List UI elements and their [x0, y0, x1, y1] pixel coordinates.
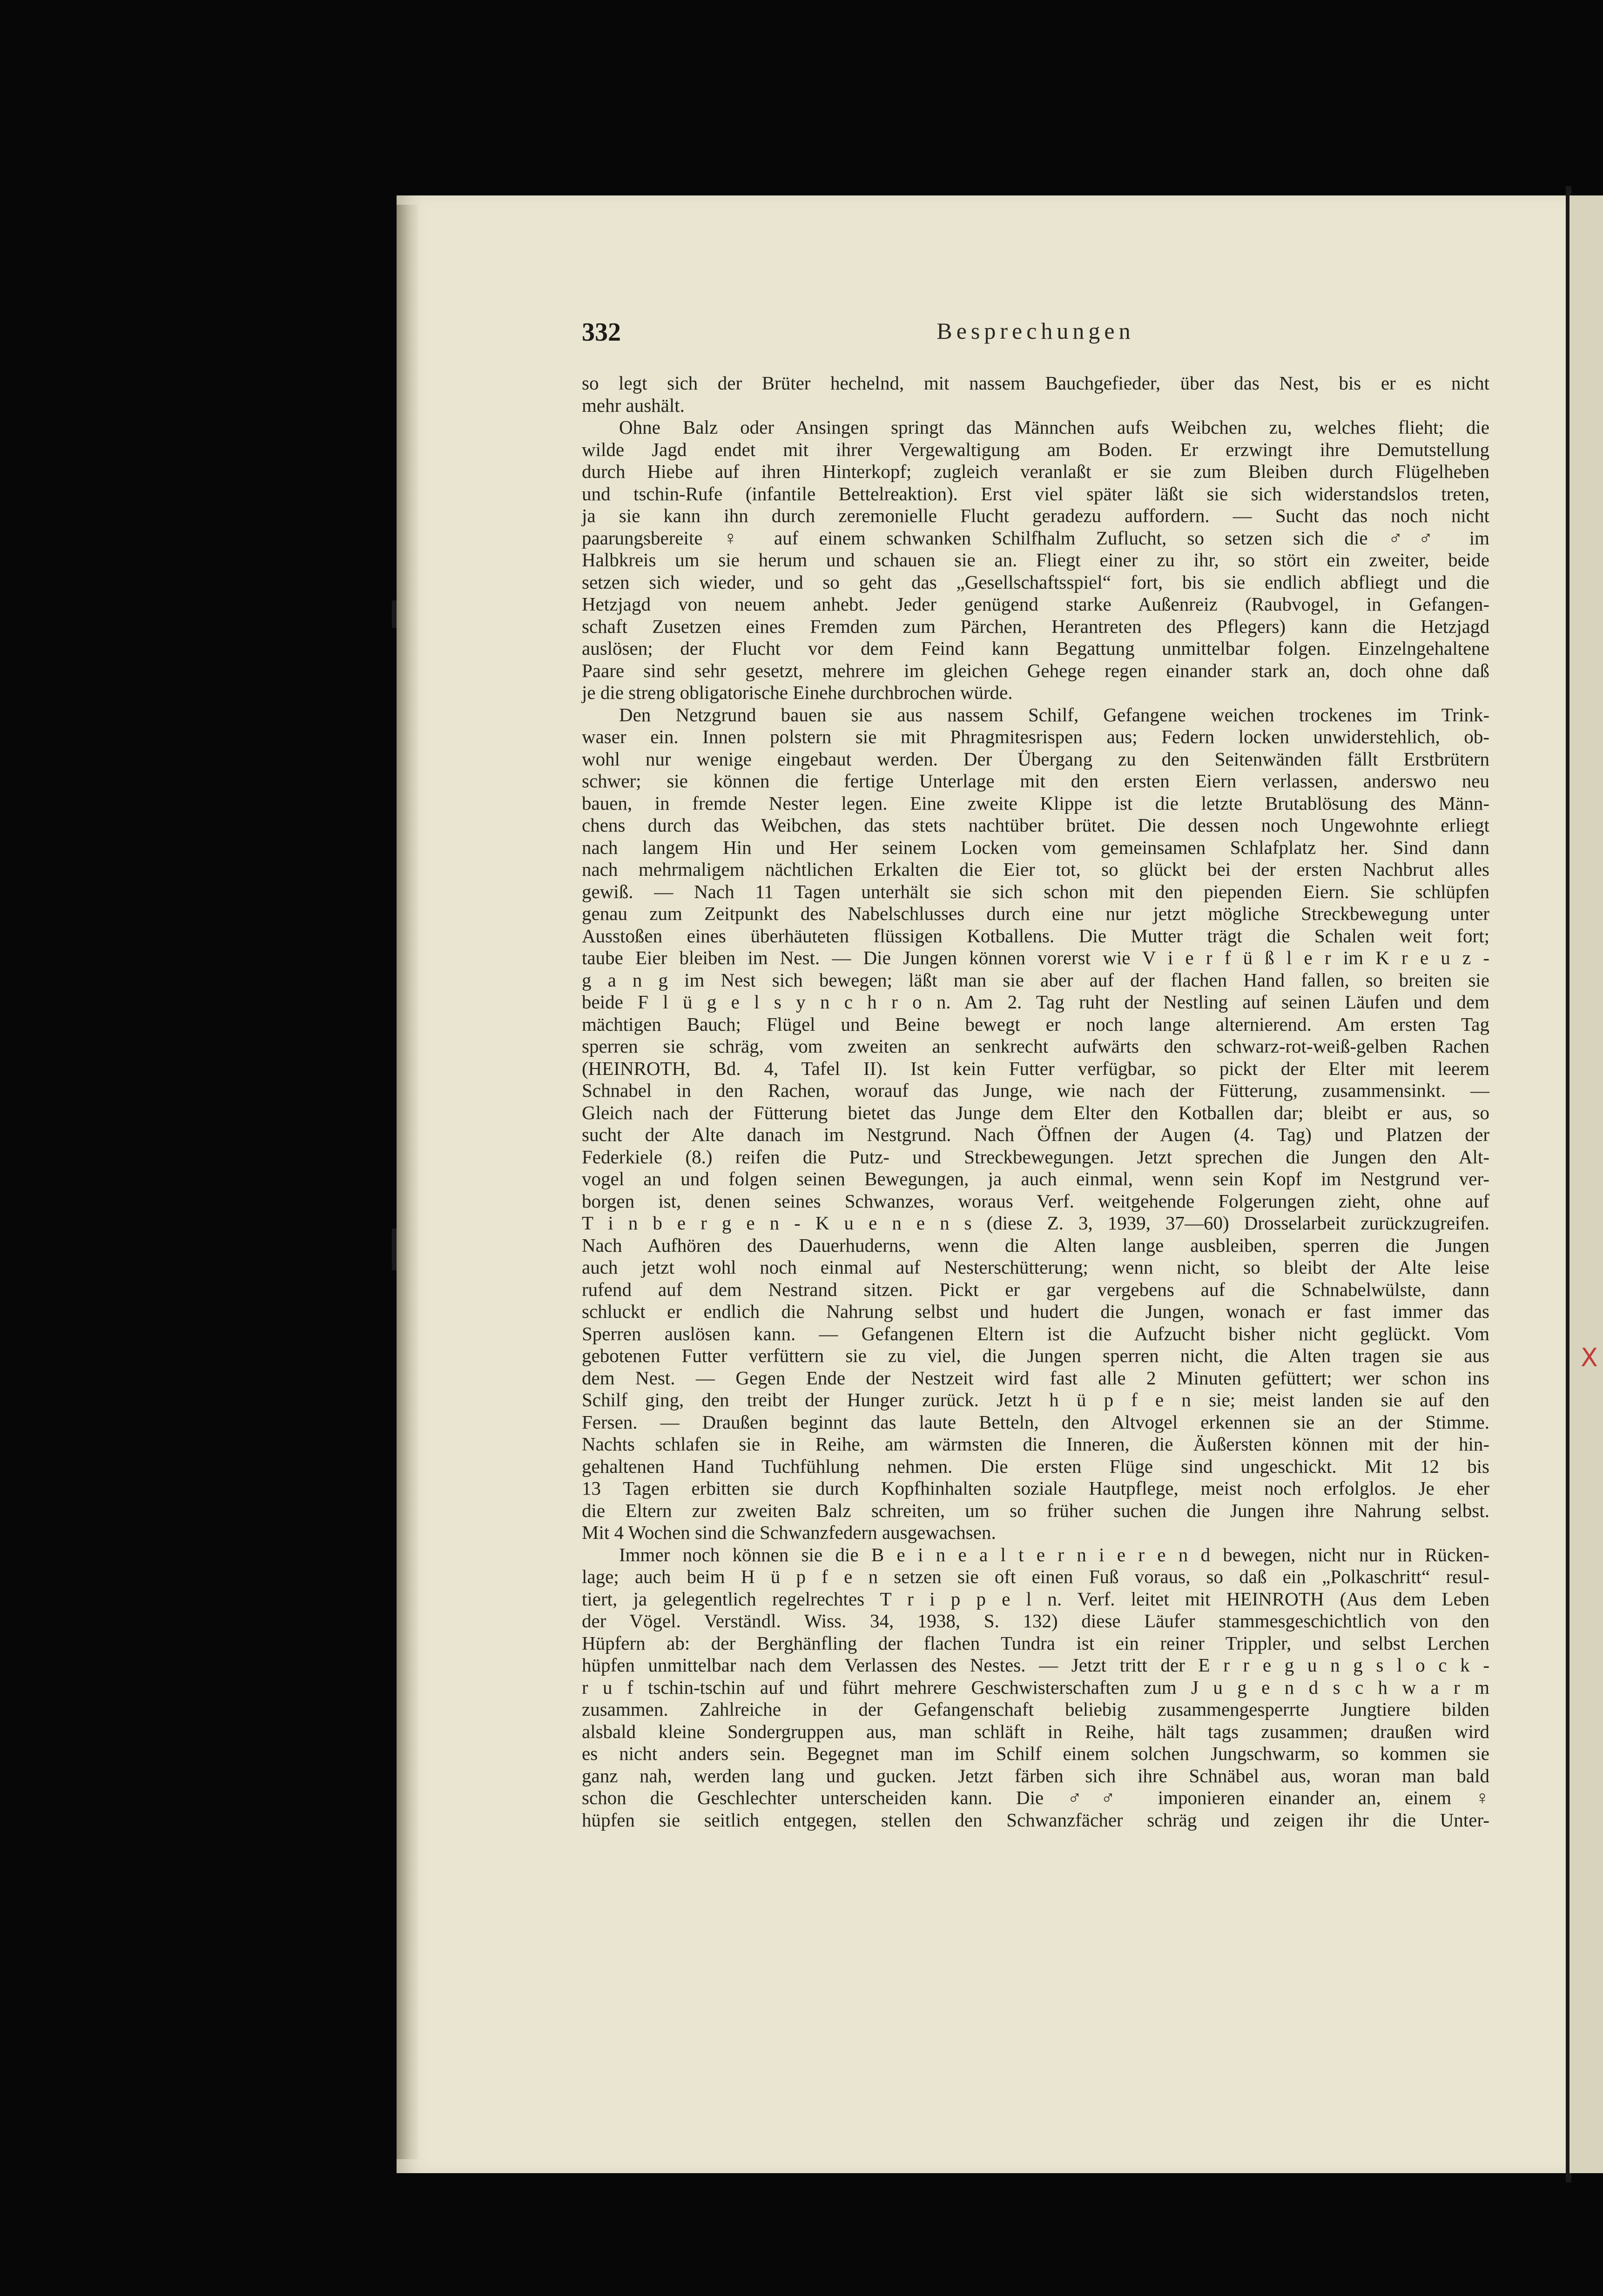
- text-line: setzen sich wieder, und so geht das „Gesellschaftsspiel“ fort, bis sie endlich abfliegt und die: [582, 571, 1489, 593]
- text-line: (HEINROTH, Bd. 4, Tafel II). Ist kein Futter verfügbar, so pickt der Elter mit leerem: [582, 1057, 1489, 1079]
- body-text: [582, 372, 1489, 1831]
- text-line: T i n b e r g e n - K u e n e n s (diese Z. 3, 1939, 37—60) Drosselarbeit zurückzugreifen.: [582, 1212, 1489, 1234]
- text-line: Gleich nach der Fütterung bietet das Junge dem Elter den Kotballen dar; bleibt er aus, so: [582, 1101, 1489, 1123]
- text-line: so legt sich der Brüter hechelnd, mit nassem Bauchgefieder, über das Nest, bis er es nicht: [582, 372, 1489, 394]
- text-line: wohl nur wenige eingebaut werden. Der Übergang zu den Seitenwänden fällt Erstbrütern: [582, 748, 1489, 770]
- text-line: Schnabel in den Rachen, worauf das Junge, wie nach der Fütterung, zusammensinkt. —: [582, 1080, 1489, 1101]
- text-line: chens durch das Weibchen, das stets nachtüber brütet. Die dessen noch Ungewohnte erliegt: [582, 814, 1489, 836]
- text-line: Immer noch können sie die B e i n e a l t e r n i e r e n d bewegen, nicht nur in Rücken-: [619, 1544, 1489, 1565]
- text-line: Nach Aufhören des Dauerhuderns, wenn die Alten lange ausbleiben, sperren die Jungen: [582, 1234, 1489, 1256]
- text-line: gehaltenen Hand Tuchfühlung nehmen. Die ersten Flüge sind ungeschickt. Mit 12 bis: [582, 1455, 1489, 1477]
- text-line: Den Netzgrund bauen sie aus nassem Schilf, Gefangene weichen trockenes im Trink-: [619, 704, 1489, 725]
- text-line: dem Nest. — Gegen Ende der Nestzeit wird fast alle 2 Minuten gefüttert; wer schon ins: [582, 1367, 1489, 1389]
- text-line: waser ein. Innen polstern sie mit Phragmitesrispen aus; Federn locken unwiderstehlich, ob-: [582, 726, 1489, 747]
- text-line: und tschin-Rufe (infantile Bettelreaktion). Erst viel später läßt sie sich widerstandslos treten,: [582, 483, 1489, 504]
- text-line: Nachts schlafen sie in Reihe, am wärmsten die Inneren, die Äußersten können mit der hin-: [582, 1433, 1489, 1455]
- text-line: bauen, in fremde Nester legen. Eine zweite Klippe ist die letzte Brutablösung des Männ-: [582, 792, 1489, 814]
- text-line: Ohne Balz oder Ansingen springt das Männchen aufs Weibchen zu, welches flieht; die: [619, 416, 1489, 438]
- text-line: Halbkreis um sie herum und schauen sie an. Fliegt einer zu ihr, so stört ein zweiter, beide: [582, 549, 1489, 571]
- text-line: gebotenen Futter verfüttern sie zu viel, die Jungen sperren nicht, die Alten tragen sie aus: [582, 1345, 1489, 1366]
- text-line: lage; auch beim H ü p f e n setzen sie oft einen Fuß voraus, so daß ein „Polkaschritt“ resul-: [582, 1566, 1489, 1587]
- text-line: borgen ist, denen seines Schwanzes, woraus Verf. weitgehende Folgerungen zieht, ohne auf: [582, 1190, 1489, 1212]
- text-line: zusammen. Zahlreiche in der Gefangenschaft beliebig zusammengesperrte Jungtiere bilden: [582, 1699, 1489, 1720]
- text-line: ja sie kann ihn durch zeremonielle Flucht geradezu auffordern. — Sucht das noch nicht: [582, 505, 1489, 526]
- text-line: je die streng obligatorische Einehe durchbrochen würde.: [582, 682, 1013, 703]
- text-line: paarungsbereite ♀ auf einem schwanken Schilfhalm Zuflucht, so setzen sich die ♂♂ im: [582, 527, 1489, 549]
- text-line: alsbald kleine Sondergruppen aus, man schläft in Reihe, hält tags zusammen; draußen wird: [582, 1720, 1489, 1742]
- text-line: vogel an und folgen seinen Bewegungen, ja auch einmal, wenn sein Kopf im Nestgrund ver-: [582, 1168, 1489, 1189]
- text-line: r u f tschin-tschin auf und führt mehrere Geschwisterschaften zum J u g e n d s c h w a r m: [582, 1676, 1489, 1698]
- text-line: schon die Geschlechter unterscheiden kann. Die ♂♂ imponieren einander an, einem ♀: [582, 1787, 1489, 1808]
- running-head: [582, 317, 1489, 355]
- text-line: Paare sind sehr gesetzt, mehrere im gleichen Gehege regen einander stark an, doch ohne daß: [582, 659, 1489, 681]
- text-line: auslösen; der Flucht vor dem Feind kann Begattung unmittelbar folgen. Einzelngehaltene: [582, 638, 1489, 659]
- binding-mark: [392, 600, 397, 628]
- text-line: nach langem Hin und Her seinem Locken vom gemeinsamen Schlafplatz her. Sind dann: [582, 836, 1489, 858]
- text-line: nach mehrmaligem nächtlichen Erkalten die Eier tot, so glückt bei der ersten Nachbrut alles: [582, 859, 1489, 880]
- text-line: schwer; sie können die fertige Unterlage mit den ersten Eiern verlassen, anderswo neu: [582, 770, 1489, 792]
- facing-page-edge: [1569, 195, 1603, 2173]
- text-line: durch Hiebe auf ihren Hinterkopf; zugleich veranlaßt er sie zum Bleiben durch Flügelheben: [582, 461, 1489, 482]
- text-line: Schilf ging, den treibt der Hunger zurück. Jetzt h ü p f e n sie; meist landen sie auf den: [582, 1389, 1489, 1410]
- text-line: gewiß. — Nach 11 Tagen unterhält sie sich schon mit den piependen Eiern. Sie schlüpfen: [582, 880, 1489, 902]
- text-line: Sperren auslösen kann. — Gefangenen Eltern ist die Aufzucht bisher nicht geglückt. Vom: [582, 1323, 1489, 1344]
- binding-mark: [392, 1229, 397, 1270]
- text-line: schaft Zusetzen eines Fremden zum Pärchen, Herantreten des Pflegers) kann die Hetzjagd: [582, 615, 1489, 637]
- text-line: rufend auf dem Nestrand sitzen. Pickt er gar vergebens auf die Schnabelwülste, dann: [582, 1278, 1489, 1300]
- margin-annotation: X: [1581, 1343, 1598, 1372]
- text-line: ganz nah, werden lang und gucken. Jetzt färben sich ihre Schnäbel aus, woran man bald: [582, 1765, 1489, 1786]
- text-line: wilde Jagd endet mit ihrer Vergewaltigung am Boden. Er erzwingt ihre Demutstellung: [582, 438, 1489, 460]
- text-line: sucht der Alte danach im Nestgrund. Nach Öffnen der Augen (4. Tag) und Platzen der: [582, 1124, 1489, 1145]
- text-line: mächtigen Bauch; Flügel und Beine bewegt er noch lange alternierend. Am ersten Tag: [582, 1013, 1489, 1035]
- text-line: genau zum Zeitpunkt des Nabelschlusses durch eine nur jetzt mögliche Streckbewegung unter: [582, 903, 1489, 924]
- text-line: auch jetzt wohl noch einmal auf Nesterschütterung; wenn nicht, so bleibt der Alte leise: [582, 1256, 1489, 1278]
- text-line: Mit 4 Wochen sind die Schwanzfedern ausgewachsen.: [582, 1522, 996, 1543]
- section-title: Besprechungen: [936, 318, 1135, 344]
- text-line: schluckt er endlich die Nahrung selbst und hudert die Jungen, wonach er fast immer das: [582, 1301, 1489, 1322]
- text-line: Fersen. — Draußen beginnt das laute Betteln, den Altvogel erkennen sie an der Stimme.: [582, 1411, 1489, 1433]
- text-line: der Vögel. Verständl. Wiss. 34, 1938, S. 132) diese Läufer stammesgeschichtlich von den: [582, 1610, 1489, 1631]
- text-line: Federkiele (8.) reifen die Putz- und Streckbewegungen. Jetzt sprechen die Jungen den Alt-: [582, 1146, 1489, 1168]
- text-line: taube Eier bleiben im Nest. — Die Jungen können vorerst wie V i e r f ü ß l e r im K r e u z -: [582, 947, 1489, 968]
- text-line: hüpfen sie seitlich entgegen, stellen den Schwanzfächer schräg und zeigen ihr die Unter-: [582, 1809, 1489, 1831]
- text-line: hüpfen unmittelbar nach dem Verlassen des Nestes. — Jetzt tritt der E r r e g u n g s l o c k -: [582, 1654, 1489, 1676]
- text-line: die Eltern zur zweiten Balz schreiten, um so früher suchen die Jungen ihre Nahrung selbst.: [582, 1499, 1489, 1521]
- text-line: 13 Tagen erbitten sie durch Kopfhinhalten soziale Hautpflege, meist noch erfolglos. Je eher: [582, 1477, 1489, 1499]
- text-line: mehr aushält.: [582, 394, 685, 416]
- text-line: Hetzjagd von neuem anhebt. Jeder genügend starke Außenreiz (Raubvogel, in Gefangen-: [582, 593, 1489, 615]
- text-line: sperren sie schräg, vom zweiten an senkrecht aufwärts den schwarz-rot-weiß-gelben Rachen: [582, 1035, 1489, 1057]
- text-line: tiert, ja gelegentlich regelrechtes T r i p p e l n. Verf. leitet mit HEINROTH (Aus dem Leben: [582, 1588, 1489, 1610]
- text-line: es nicht anders sein. Begegnet man im Schilf einem solchen Jungschwarm, so kommen sie: [582, 1743, 1489, 1764]
- text-line: beide F l ü g e l s y n c h r o n. Am 2. Tag ruht der Nestling auf seinen Läufen und dem: [582, 991, 1489, 1013]
- text-line: Hüpfern ab: der Berghänfling der flachen Tundra ist ein reiner Trippler, und selbst Lerchen: [582, 1632, 1489, 1654]
- page-number: 332: [582, 318, 621, 347]
- text-line: g a n g im Nest sich bewegen; läßt man sie aber auf der flachen Hand fallen, so breiten sie: [582, 969, 1489, 991]
- text-line: Ausstoßen eines überhäuteten flüssigen Kotballens. Die Mutter trägt die Schalen weit fort;: [582, 925, 1489, 947]
- page-gutter-shadow: [397, 205, 419, 2159]
